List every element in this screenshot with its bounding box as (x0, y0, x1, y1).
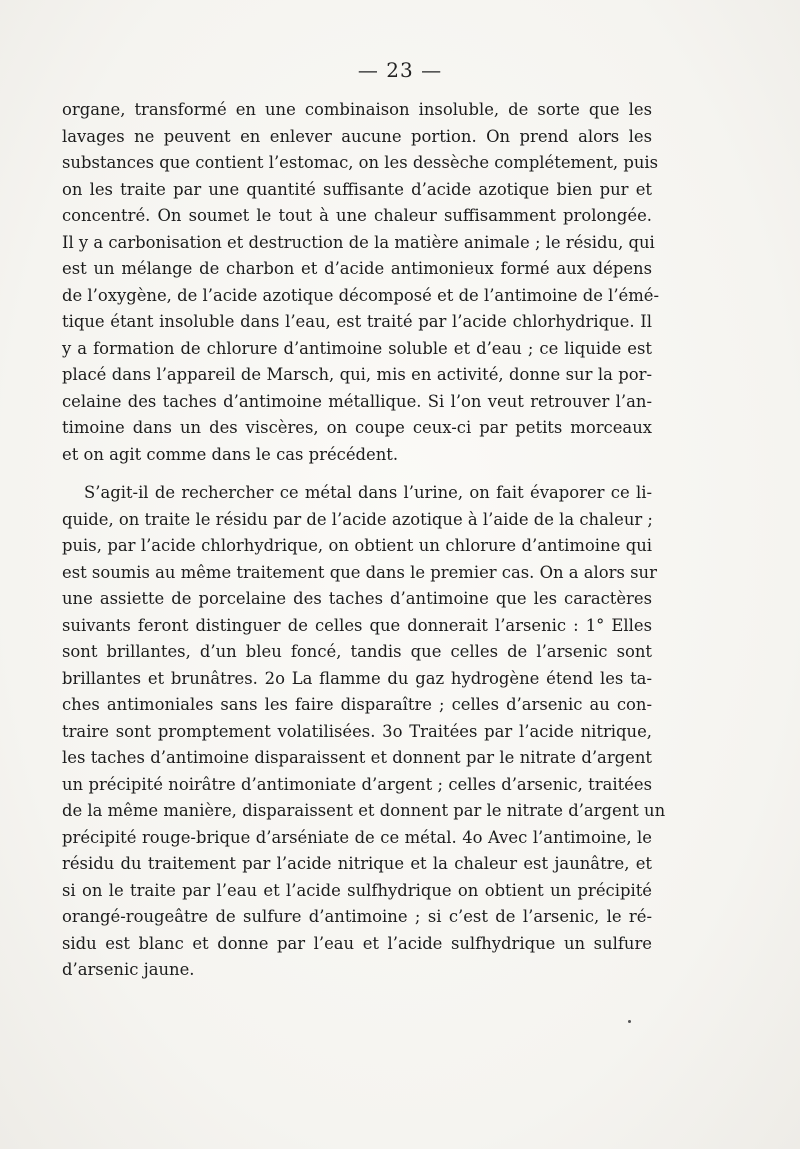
text-line: on les traite par une quantité suffisante d’acide azotique bien pur et (62, 179, 652, 199)
text-line: est un mélange de charbon et d’acide antimonieux formé aux dépens (62, 259, 652, 278)
text-line: ches antimoniales sans les faire disparaître ; celles d’arsenic au con- (62, 695, 652, 714)
text-line: placé dans l’appareil de Marsch, qui, mis en activité, donne sur la por- (62, 365, 652, 384)
text-line: les taches d’antimoine disparaissent et donnent par le nitrate d’argent (62, 748, 652, 767)
text-line: traire sont promptement volatilisées. 3o Traitées par l’acide nitrique, (62, 721, 652, 741)
text-line: de l’oxygène, de l’acide azotique décomposé et de l’antimoine de l’émé- (62, 285, 660, 305)
text-line: quide, on traite le résidu par de l’acide azotique à l’aide de la chaleur ; (62, 509, 653, 529)
text-line: substances que contient l’estomac, on les dessèche complétement, puis (62, 153, 659, 172)
page-number: — 23 — (357, 58, 443, 82)
text-line: timoine dans un des viscères, on coupe ceux-ci par petits morceaux (62, 418, 652, 437)
paragraph-2 (62, 480, 666, 984)
text-line: S’agit-il de rechercher ce métal dans l’urine, on fait évaporer ce li- (84, 483, 652, 502)
text-line: celaine des taches d’antimoine métallique. Si l’on veut retrouver l’an- (62, 391, 652, 411)
text-line: Il y a carbonisation et destruction de la matière animale ; le résidu, qui (62, 232, 655, 252)
ink-speck (628, 1020, 631, 1023)
text-line: de la même manière, disparaissent et donnent par le nitrate d’argent un (62, 801, 666, 820)
text-line: tique étant insoluble dans l’eau, est traité par l’acide chlorhydrique. Il (62, 312, 652, 331)
text-line: d’arsenic jaune. (62, 960, 195, 979)
text-line: puis, par l’acide chlorhydrique, on obtient un chlorure d’antimoine qui (62, 536, 652, 555)
text-line: un précipité noirâtre d’antimoniate d’argent ; celles d’arsenic, traitées (62, 774, 652, 794)
text-line: orangé-rougeâtre de sulfure d’antimoine ; si c’est de l’arsenic, le ré- (62, 907, 652, 926)
text-line: sidu est blanc et donne par l’eau et l’acide sulfhydrique un sulfure (62, 933, 652, 953)
text-line: brillantes et brunâtres. 2o La flamme du gaz hydrogène étend les ta- (62, 668, 652, 688)
text-line: y a formation de chlorure d’antimoine soluble et d’eau ; ce liquide est (62, 338, 652, 358)
text-line: suivants feront distinguer de celles que donnerait l’arsenic : 1° Elles (62, 615, 652, 635)
text-line: organe, transformé en une combinaison insoluble, de sorte que les (62, 100, 652, 119)
text-line: lavages ne peuvent en enlever aucune portion. On prend alors les (62, 126, 652, 146)
text-line: résidu du traitement par l’acide nitrique et la chaleur est jaunâtre, et (62, 854, 652, 873)
text-line: concentré. On soumet le tout à une chaleur suffisamment prolongée. (62, 206, 652, 225)
text-line: est soumis au même traitement que dans le premier cas. On a alors sur (62, 562, 657, 582)
text-line: sont brillantes, d’un bleu foncé, tandis que celles de l’arsenic sont (62, 642, 652, 661)
text-line: précipité rouge-brique d’arséniate de ce métal. 4o Avec l’antimoine, le (62, 827, 652, 847)
text-line: et on agit comme dans le cas précédent. (62, 444, 399, 464)
text-line: si on le traite par l’eau et l’acide sulfhydrique on obtient un précipité (62, 880, 652, 900)
text-line: une assiette de porcelaine des taches d’antimoine que les caractères (62, 589, 652, 608)
paragraph-1 (62, 97, 660, 468)
